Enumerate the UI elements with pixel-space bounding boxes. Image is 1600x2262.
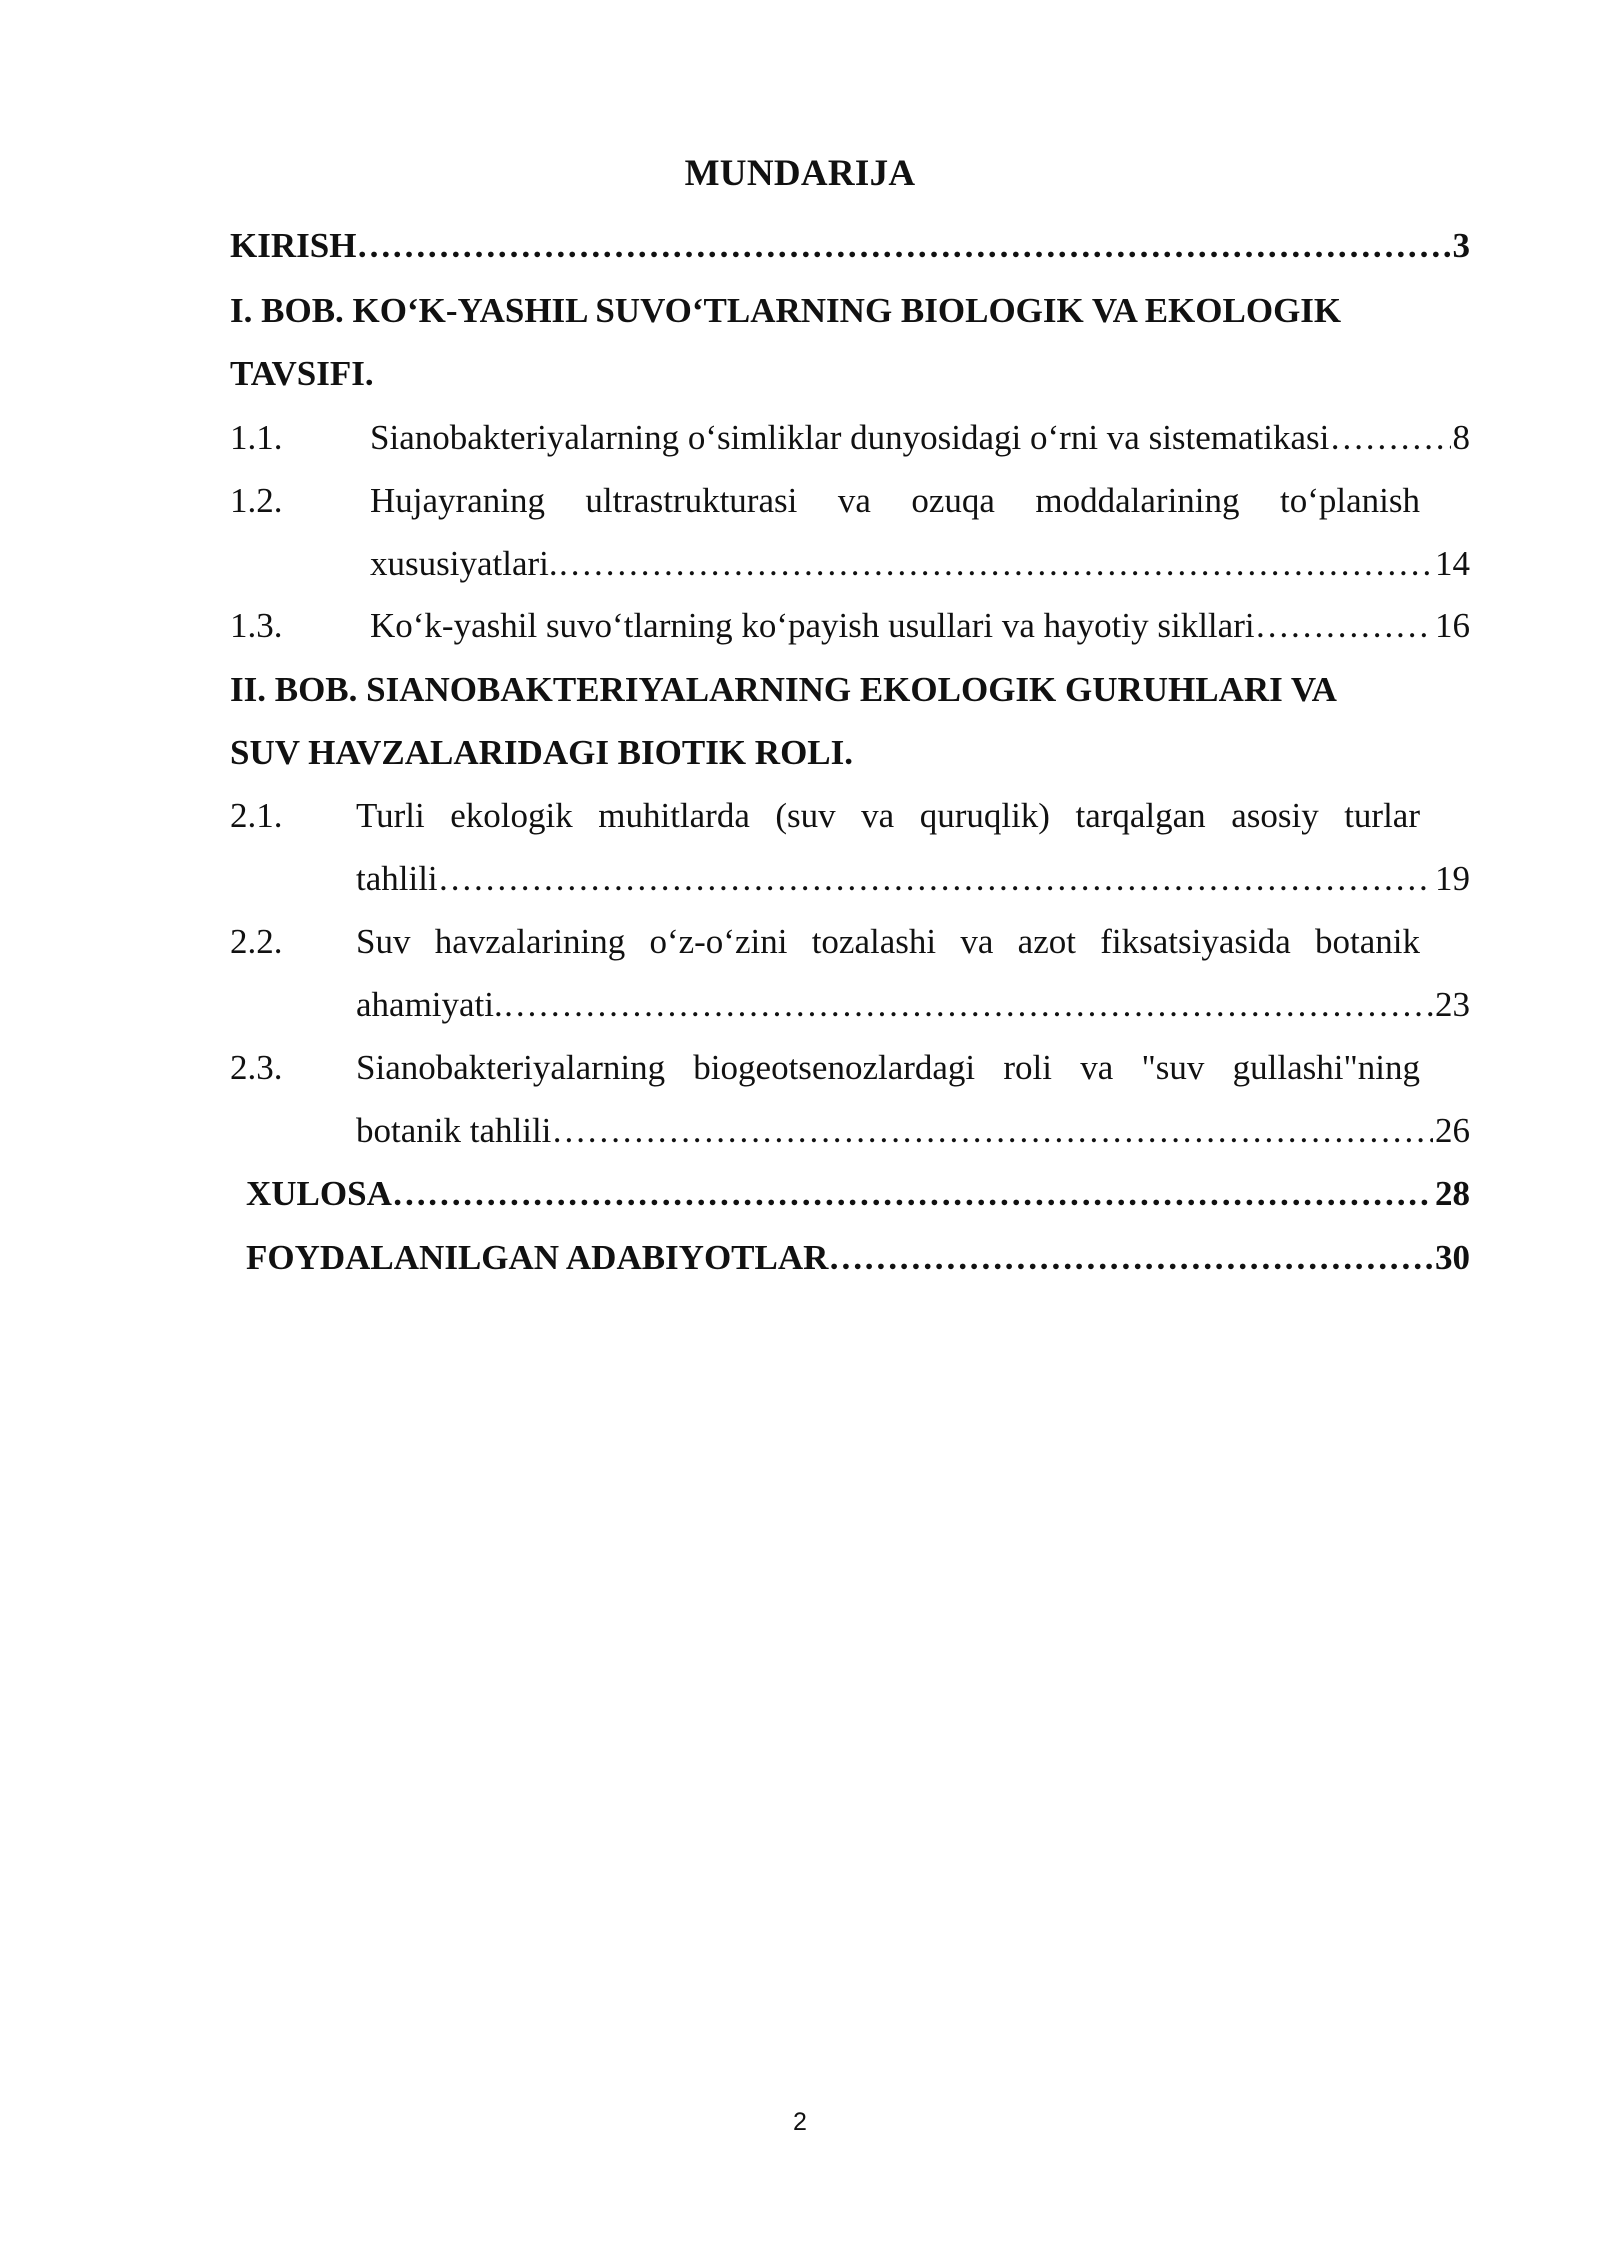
toc-2-2-text-line-1: Suv havzalarining o‘z-o‘zini tozalashi va azot fiksatsiyasida botanik (356, 922, 1420, 961)
toc-2-1-page: 19 (1435, 859, 1470, 898)
toc-intro-page: 3 (1452, 226, 1470, 265)
toc-entry-2-3 (356, 1105, 1470, 1157)
toc-chapter-2-line-1 (230, 664, 1470, 716)
toc-entry-intro (230, 220, 1470, 272)
toc-entry-conclusion (246, 1168, 1470, 1220)
toc-2-1-text-line-1: Turli ekologik muhitlarda (suv va quruqlik) tarqalgan asosiy turlar (356, 796, 1420, 835)
toc-intro-label: KIRISH (230, 226, 357, 265)
toc-2-3-page: 26 (1435, 1111, 1470, 1150)
toc-1-3-page: 16 (1435, 606, 1470, 645)
dot-leader (503, 979, 1433, 1031)
toc-1-1-number: 1.1. (230, 418, 283, 457)
toc-references-label: FOYDALANILGAN ADABIYOTLAR (246, 1238, 829, 1277)
dot-leader (438, 853, 1433, 905)
dot-leader (1329, 412, 1450, 464)
toc-chapter-2-line-2 (230, 727, 1470, 779)
toc-2-2-page: 23 (1435, 985, 1470, 1024)
toc-entry-1-2 (370, 538, 1470, 590)
toc-chapter-1-line-2 (230, 348, 1470, 400)
toc-2-3-number: 2.3. (230, 1048, 283, 1087)
page-number: 2 (793, 2108, 807, 2136)
toc-2-3-text-line-1: Sianobakteriyalarning biogeotsenozlardagi roli va "suv gullashi"ning (356, 1048, 1420, 1087)
toc-entry-1-3 (370, 600, 1470, 652)
dot-leader (558, 538, 1433, 590)
chapter-2-title-cont: SUV HAVZALARIDAGI BIOTIK ROLI. (230, 733, 854, 772)
toc-2-2-text-line-2: ahamiyati. (356, 985, 503, 1024)
toc-1-2-number: 1.2. (230, 481, 283, 520)
toc-chapter-1-line-1 (230, 285, 1470, 337)
dot-leader (828, 1232, 1433, 1284)
toc-1-1-text: Sianobakteriyalarning o‘simliklar dunyosidagi o‘rni va sistematikasi (370, 418, 1330, 457)
toc-1-2-page: 14 (1435, 544, 1470, 583)
toc-references-page: 30 (1435, 1238, 1470, 1277)
dot-leader (392, 1168, 1433, 1220)
dot-leader (1255, 600, 1433, 652)
page-title: MUNDARIJA (684, 153, 916, 194)
toc-conclusion-page: 28 (1435, 1174, 1470, 1213)
dot-leader (356, 220, 1450, 272)
toc-1-3-number: 1.3. (230, 606, 283, 645)
dot-leader (551, 1105, 1433, 1157)
toc-2-1-text-line-2: tahlili (356, 859, 438, 898)
toc-1-2-text-line-1: Hujayraning ultrastrukturasi va ozuqa moddalarining to‘planish (370, 481, 1420, 520)
toc-entry-references (246, 1232, 1470, 1284)
toc-1-2-text-line-2: xususiyatlari. (370, 544, 558, 583)
toc-conclusion-label: XULOSA (246, 1174, 392, 1213)
toc-2-3-text-line-2: botanik tahlili (356, 1111, 552, 1150)
chapter-2-title: II. BOB. SIANOBAKTERIYALARNING EKOLOGIK GURUHLARI VA (230, 670, 1337, 709)
toc-entry-2-1 (356, 853, 1470, 905)
chapter-1-title-cont: TAVSIFI. (230, 354, 374, 393)
toc-1-3-text: Ko‘k-yashil suvo‘tlarning ko‘payish usullari va hayotiy sikllari (370, 606, 1255, 645)
toc-2-2-number: 2.2. (230, 922, 283, 961)
toc-entry-1-1 (370, 412, 1470, 464)
toc-2-1-number: 2.1. (230, 796, 283, 835)
toc-1-1-page: 8 (1452, 418, 1470, 457)
chapter-1-title: I. BOB. KO‘K-YASHIL SUVO‘TLARNING BIOLOGIK VA EKOLOGIK (230, 291, 1342, 330)
toc-entry-2-2 (356, 979, 1470, 1031)
